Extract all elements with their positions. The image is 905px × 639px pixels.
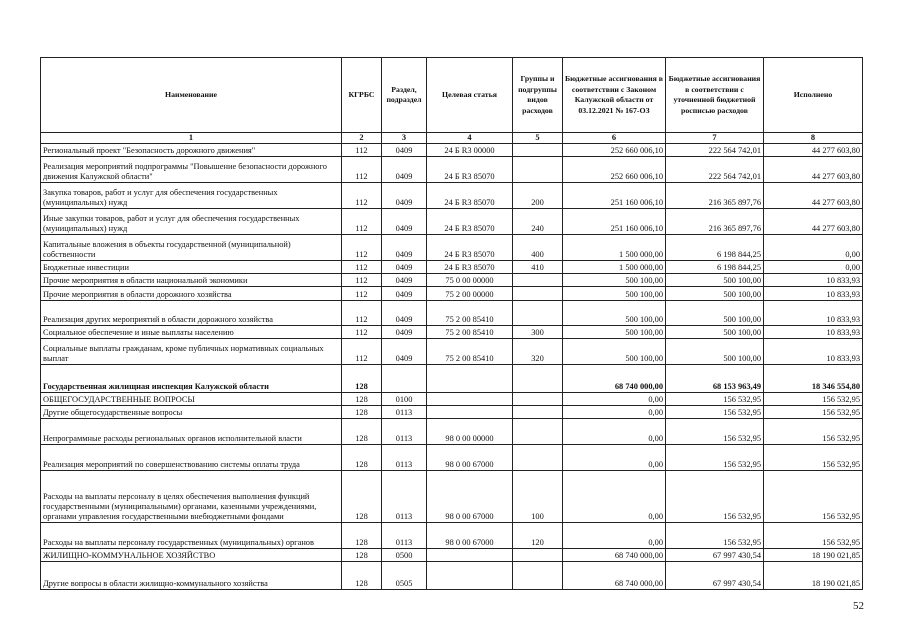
row-refined-allocation-cell: 67 997 430,54 [666, 562, 764, 590]
row-law-allocation-cell: 1 500 000,00 [563, 235, 666, 261]
column-number: 2 [342, 133, 382, 144]
row-law-allocation-cell: 68 740 000,00 [563, 549, 666, 562]
row-name-cell: Прочие мероприятия в области дорожного хозяйства [41, 287, 342, 301]
row-name-cell: Непрограммные расходы региональных органов исполнительной власти [41, 419, 342, 445]
row-section-cell: 0409 [382, 144, 427, 157]
row-kgrbs-cell: 128 [342, 562, 382, 590]
row-name-cell: Реализация мероприятий по совершенствованию системы оплаты труда [41, 445, 342, 471]
row-target-cell: 98 0 00 00000 [427, 419, 513, 445]
row-name-cell: Расходы на выплаты персоналу государственных (муниципальных) органов [41, 523, 342, 549]
row-name-cell: Закупка товаров, работ и услуг для обеспечения государственных (муниципальных) нужд [41, 183, 342, 209]
row-law-allocation-cell: 500 100,00 [563, 326, 666, 339]
row-kgrbs-cell: 128 [342, 445, 382, 471]
row-executed-cell: 10 833,93 [764, 274, 863, 287]
row-section-cell: 0409 [382, 339, 427, 365]
row-kgrbs-cell: 128 [342, 406, 382, 419]
row-refined-allocation-cell: 500 100,00 [666, 326, 764, 339]
row-section-cell: 0409 [382, 235, 427, 261]
row-kgrbs-cell: 128 [342, 523, 382, 549]
row-group-cell [513, 365, 563, 393]
row-kgrbs-cell: 112 [342, 209, 382, 235]
row-group-cell: 200 [513, 183, 563, 209]
row-group-cell: 300 [513, 326, 563, 339]
row-section-cell: 0409 [382, 326, 427, 339]
row-group-cell [513, 301, 563, 326]
row-executed-cell: 156 532,95 [764, 445, 863, 471]
row-name-cell: Реализация других мероприятий в области дорожного хозяйства [41, 301, 342, 326]
row-law-allocation-cell: 252 660 006,10 [563, 157, 666, 183]
row-section-cell: 0113 [382, 406, 427, 419]
row-refined-allocation-cell: 156 532,95 [666, 419, 764, 445]
table-row [41, 326, 863, 339]
row-refined-allocation-cell: 156 532,95 [666, 523, 764, 549]
row-executed-cell: 10 833,93 [764, 339, 863, 365]
row-name-cell: Прочие мероприятия в области национальной экономики [41, 274, 342, 287]
row-target-cell: 24 Б R3 85070 [427, 157, 513, 183]
row-refined-allocation-cell: 156 532,95 [666, 393, 764, 406]
table-row [41, 339, 863, 365]
table-row [41, 365, 863, 393]
row-section-cell: 0500 [382, 549, 427, 562]
row-target-cell: 75 2 00 85410 [427, 301, 513, 326]
row-refined-allocation-cell: 68 153 963,49 [666, 365, 764, 393]
row-executed-cell: 156 532,95 [764, 471, 863, 523]
row-kgrbs-cell: 112 [342, 339, 382, 365]
row-law-allocation-cell: 251 160 006,10 [563, 209, 666, 235]
row-kgrbs-cell: 128 [342, 549, 382, 562]
row-section-cell: 0113 [382, 523, 427, 549]
header-target: Целевая статья [427, 58, 513, 133]
row-refined-allocation-cell: 6 198 844,25 [666, 261, 764, 274]
column-number: 1 [41, 133, 342, 144]
row-executed-cell: 44 277 603,80 [764, 183, 863, 209]
row-name-cell: Социальное обеспечение и иные выплаты населению [41, 326, 342, 339]
row-target-cell: 24 Б R3 85070 [427, 261, 513, 274]
table-row [41, 523, 863, 549]
header-executed: Исполнено [764, 58, 863, 133]
row-section-cell: 0113 [382, 445, 427, 471]
row-refined-allocation-cell: 500 100,00 [666, 339, 764, 365]
row-name-cell: ОБЩЕГОСУДАРСТВЕННЫЕ ВОПРОСЫ [41, 393, 342, 406]
row-executed-cell: 156 532,95 [764, 406, 863, 419]
table-row [41, 144, 863, 157]
row-executed-cell: 44 277 603,80 [764, 157, 863, 183]
row-section-cell: 0113 [382, 471, 427, 523]
row-target-cell [427, 406, 513, 419]
row-kgrbs-cell: 112 [342, 235, 382, 261]
row-refined-allocation-cell: 500 100,00 [666, 287, 764, 301]
row-executed-cell: 18 190 021,85 [764, 549, 863, 562]
page-number: 52 [853, 600, 864, 612]
row-group-cell [513, 393, 563, 406]
row-name-cell: Иные закупки товаров, работ и услуг для обеспечения государственных (муниципальных) нужд [41, 209, 342, 235]
row-group-cell [513, 445, 563, 471]
row-target-cell: 24 Б R3 85070 [427, 235, 513, 261]
table-row [41, 562, 863, 590]
row-section-cell: 0409 [382, 209, 427, 235]
row-target-cell [427, 562, 513, 590]
row-target-cell: 75 0 00 00000 [427, 274, 513, 287]
column-number: 4 [427, 133, 513, 144]
row-law-allocation-cell: 500 100,00 [563, 287, 666, 301]
row-kgrbs-cell: 112 [342, 261, 382, 274]
row-law-allocation-cell: 251 160 006,10 [563, 183, 666, 209]
row-executed-cell: 10 833,93 [764, 326, 863, 339]
table-row [41, 445, 863, 471]
row-target-cell: 75 2 00 85410 [427, 326, 513, 339]
row-executed-cell: 0,00 [764, 261, 863, 274]
row-executed-cell: 18 190 021,85 [764, 562, 863, 590]
row-law-allocation-cell: 1 500 000,00 [563, 261, 666, 274]
row-target-cell [427, 549, 513, 562]
row-target-cell: 98 0 00 67000 [427, 471, 513, 523]
row-group-cell [513, 549, 563, 562]
row-group-cell: 100 [513, 471, 563, 523]
row-target-cell: 75 2 00 85410 [427, 339, 513, 365]
row-target-cell: 98 0 00 67000 [427, 445, 513, 471]
budget-report-sheet [40, 57, 862, 590]
column-number: 5 [513, 133, 563, 144]
row-law-allocation-cell: 500 100,00 [563, 301, 666, 326]
column-number: 8 [764, 133, 863, 144]
row-refined-allocation-cell: 67 997 430,54 [666, 549, 764, 562]
row-executed-cell: 156 532,95 [764, 393, 863, 406]
row-kgrbs-cell: 112 [342, 326, 382, 339]
table-row [41, 301, 863, 326]
row-refined-allocation-cell: 222 564 742,01 [666, 144, 764, 157]
row-group-cell [513, 274, 563, 287]
row-law-allocation-cell: 0,00 [563, 523, 666, 549]
row-executed-cell: 0,00 [764, 235, 863, 261]
row-law-allocation-cell: 500 100,00 [563, 339, 666, 365]
row-name-cell: Реализация мероприятий подпрограммы "Повышение безопасности дорожного движения Калужской области" [41, 157, 342, 183]
row-law-allocation-cell: 0,00 [563, 393, 666, 406]
row-refined-allocation-cell: 216 365 897,76 [666, 209, 764, 235]
header-name: Наименование [41, 58, 342, 133]
row-executed-cell: 156 532,95 [764, 523, 863, 549]
row-kgrbs-cell: 112 [342, 157, 382, 183]
row-section-cell: 0409 [382, 301, 427, 326]
row-law-allocation-cell: 0,00 [563, 419, 666, 445]
row-name-cell: ЖИЛИЩНО-КОММУНАЛЬНОЕ ХОЗЯЙСТВО [41, 549, 342, 562]
row-name-cell: Другие общегосударственные вопросы [41, 406, 342, 419]
row-kgrbs-cell: 128 [342, 365, 382, 393]
row-name-cell: Социальные выплаты гражданам, кроме публичных нормативных социальных выплат [41, 339, 342, 365]
row-refined-allocation-cell: 156 532,95 [666, 445, 764, 471]
row-group-cell [513, 144, 563, 157]
row-refined-allocation-cell: 6 198 844,25 [666, 235, 764, 261]
header-section: Раздел, подраздел [382, 58, 427, 133]
row-law-allocation-cell: 0,00 [563, 445, 666, 471]
row-target-cell: 24 Б R3 00000 [427, 144, 513, 157]
row-group-cell: 410 [513, 261, 563, 274]
row-group-cell [513, 287, 563, 301]
row-kgrbs-cell: 112 [342, 183, 382, 209]
column-number: 7 [666, 133, 764, 144]
row-section-cell: 0409 [382, 261, 427, 274]
row-kgrbs-cell: 128 [342, 393, 382, 406]
row-executed-cell: 156 532,95 [764, 419, 863, 445]
row-executed-cell: 10 833,93 [764, 301, 863, 326]
header-law-allocation: Бюджетные ассигнования в соответствии с Законом Калужской области от 03.12.2021 № 167-ОЗ [563, 58, 666, 133]
row-group-cell: 320 [513, 339, 563, 365]
row-target-cell [427, 365, 513, 393]
table-row [41, 274, 863, 287]
row-law-allocation-cell: 252 660 006,10 [563, 144, 666, 157]
row-refined-allocation-cell: 500 100,00 [666, 301, 764, 326]
row-section-cell: 0505 [382, 562, 427, 590]
row-name-cell: Капитальные вложения в объекты государственной (муниципальной) собственности [41, 235, 342, 261]
row-name-cell: Государственная жилищная инспекция Калужской области [41, 365, 342, 393]
row-target-cell: 24 Б R3 85070 [427, 209, 513, 235]
row-refined-allocation-cell: 156 532,95 [666, 471, 764, 523]
row-name-cell: Бюджетные инвестиции [41, 261, 342, 274]
table-row [41, 406, 863, 419]
column-number-row [41, 133, 863, 144]
row-target-cell: 98 0 00 67000 [427, 523, 513, 549]
budget-table [40, 57, 863, 590]
header-group: Группы и подгруппы видов расходов [513, 58, 563, 133]
table-row [41, 235, 863, 261]
row-name-cell: Региональный проект "Безопасность дорожного движения" [41, 144, 342, 157]
row-law-allocation-cell: 0,00 [563, 471, 666, 523]
row-section-cell: 0409 [382, 287, 427, 301]
row-group-cell [513, 406, 563, 419]
row-kgrbs-cell: 112 [342, 274, 382, 287]
row-name-cell: Другие вопросы в области жилищно-коммунального хозяйства [41, 562, 342, 590]
header-refined-allocation: Бюджетные ассигнования в соответствии с уточненной бюджетной росписью расходов [666, 58, 764, 133]
column-number: 6 [563, 133, 666, 144]
header-kgrbs: КГРБС [342, 58, 382, 133]
row-section-cell: 0409 [382, 157, 427, 183]
row-name-cell: Расходы на выплаты персоналу в целях обеспечения выполнения функций государственными (муниципальными) органами, казенными учреждениями, органами управления государственными внебюджетными фондами [41, 471, 342, 523]
row-executed-cell: 18 346 554,80 [764, 365, 863, 393]
table-row [41, 157, 863, 183]
row-kgrbs-cell: 128 [342, 419, 382, 445]
row-group-cell: 240 [513, 209, 563, 235]
row-section-cell [382, 365, 427, 393]
row-group-cell: 400 [513, 235, 563, 261]
row-kgrbs-cell: 128 [342, 471, 382, 523]
table-row [41, 471, 863, 523]
row-refined-allocation-cell: 222 564 742,01 [666, 157, 764, 183]
row-kgrbs-cell: 112 [342, 144, 382, 157]
row-refined-allocation-cell: 216 365 897,76 [666, 183, 764, 209]
table-row [41, 287, 863, 301]
row-law-allocation-cell: 68 740 000,00 [563, 365, 666, 393]
row-section-cell: 0100 [382, 393, 427, 406]
row-group-cell: 120 [513, 523, 563, 549]
row-kgrbs-cell: 112 [342, 301, 382, 326]
row-section-cell: 0409 [382, 183, 427, 209]
row-section-cell: 0113 [382, 419, 427, 445]
row-law-allocation-cell: 0,00 [563, 406, 666, 419]
table-row [41, 209, 863, 235]
row-refined-allocation-cell: 156 532,95 [666, 406, 764, 419]
row-group-cell [513, 157, 563, 183]
row-target-cell [427, 393, 513, 406]
table-row [41, 393, 863, 406]
row-executed-cell: 44 277 603,80 [764, 209, 863, 235]
row-target-cell: 75 2 00 00000 [427, 287, 513, 301]
row-law-allocation-cell: 500 100,00 [563, 274, 666, 287]
row-law-allocation-cell: 68 740 000,00 [563, 562, 666, 590]
table-row [41, 261, 863, 274]
row-executed-cell: 10 833,93 [764, 287, 863, 301]
row-executed-cell: 44 277 603,80 [764, 144, 863, 157]
table-row [41, 183, 863, 209]
row-refined-allocation-cell: 500 100,00 [666, 274, 764, 287]
row-kgrbs-cell: 112 [342, 287, 382, 301]
table-row [41, 419, 863, 445]
header-row [41, 58, 863, 133]
row-section-cell: 0409 [382, 274, 427, 287]
table-row [41, 549, 863, 562]
row-group-cell [513, 562, 563, 590]
row-target-cell: 24 Б R3 85070 [427, 183, 513, 209]
column-number: 3 [382, 133, 427, 144]
row-group-cell [513, 419, 563, 445]
